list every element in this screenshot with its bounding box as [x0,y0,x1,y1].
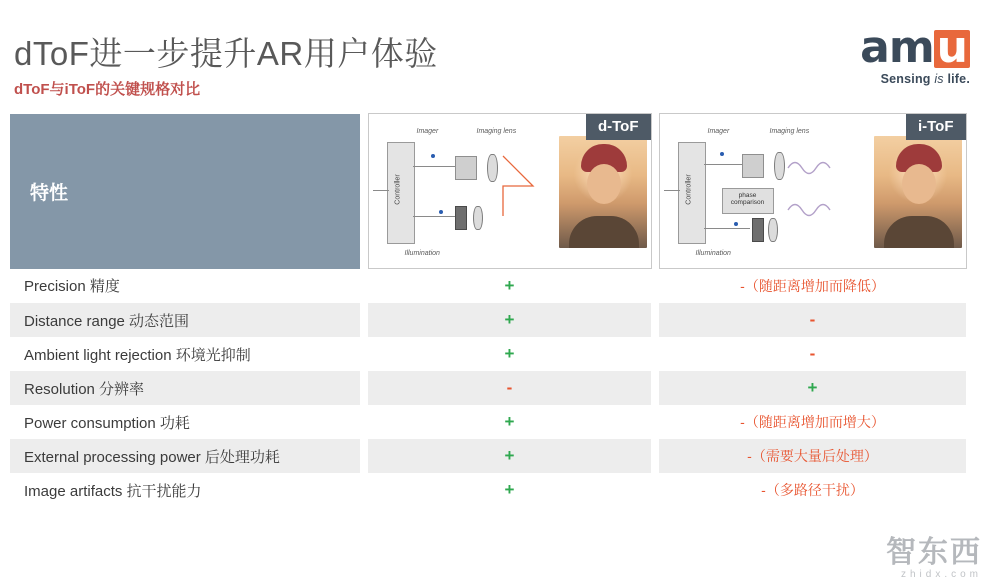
row-dtof-value: + [504,344,515,363]
photo-face [587,164,621,204]
itof-imager-label: Imager [707,128,730,135]
table-row [10,269,966,304]
itof-sensor-box [742,154,764,178]
row-sep-2 [651,405,659,439]
dtof-badge: d-ToF [586,114,651,140]
itof-phase-box: phase comparison [722,188,774,214]
dtof-illumination-label: Illumination [404,250,440,257]
dtof-imager-label: Imager [416,128,439,135]
row-dtof-value: + [504,446,515,465]
dtof-emitter-lens [473,206,483,230]
comparison-table [10,113,967,507]
row-feature: Resolution 分辨率 [10,371,360,405]
dtof-lens-label: Imaging lens [476,128,517,135]
dtof-pulse-shape [499,150,559,230]
table-row [10,473,966,507]
dtof-line-3 [373,190,389,191]
row-itof-value: - [809,310,816,329]
table-header-row [10,114,966,269]
row-feature: Ambient light rejection 环境光抑制 [10,337,360,371]
itof-header-cell [659,114,966,269]
row-dtof-value: + [504,480,515,499]
logo-tagline [840,72,970,86]
row-dtof-value: + [504,412,515,431]
table-row [10,303,966,337]
itof-dot-2 [734,222,738,226]
row-sep [360,405,368,439]
row-sep [360,337,368,371]
row-sep-2 [651,337,659,371]
ams-logo [840,22,970,86]
row-sep [360,371,368,405]
row-feature: Power consumption 功耗 [10,405,360,439]
dtof-line-2 [413,216,455,217]
itof-line-3 [664,190,680,191]
itof-emitter-box [752,218,764,242]
dtof-line-1 [413,166,455,167]
row-sep-2 [651,473,659,507]
itof-line-2 [704,228,750,229]
row-dtof-value: - [506,378,513,397]
row-itof-value: -（多路径干扰） [761,482,864,498]
row-sep-2 [651,269,659,304]
dtof-sensor-box [455,156,477,180]
logo-wordmark [840,22,970,73]
row-feature: Image artifacts 抗干扰能力 [10,473,360,507]
row-sep [360,269,368,304]
row-itof-value: -（随距离增加而降低） [740,278,885,294]
row-sep-2 [651,439,659,473]
itof-badge: i-ToF [906,114,966,140]
watermark-main: 智东西 [886,536,982,569]
feature-header-cell: 特性 [10,114,360,269]
watermark-sub: zhidx.com [900,569,982,580]
itof-scene-photo [874,136,962,248]
logo-tagline-bold: Sensing [880,72,931,86]
header-spacer-2 [651,114,659,269]
dtof-header-cell [368,114,651,269]
dtof-dot-2 [439,210,443,214]
logo-tagline-end: life. [947,72,970,86]
row-itof-value: -（需要大量后处理） [747,448,878,464]
itof-lens-element [774,152,785,180]
logo-tagline-italic: is [934,72,944,86]
row-dtof-value: + [504,310,515,329]
table-row [10,439,966,473]
page-title: dToF进一步提升AR用户体验 [14,35,438,72]
table-row [10,405,966,439]
itof-controller-label: Controller [685,174,692,205]
row-itof-value: - [809,344,816,363]
row-sep [360,439,368,473]
page-subtitle: dToF与iToF的关键规格对比 [14,81,201,98]
table-row [10,337,966,371]
dtof-lens-element [487,154,498,182]
logo-word-accent: u [934,30,970,68]
header-spacer [360,114,368,269]
dtof-scene-photo [559,136,647,248]
dtof-controller-label: Controller [394,174,401,205]
row-sep-2 [651,371,659,405]
row-dtof-value: + [504,276,515,295]
photo-body [569,216,639,248]
itof-dot-1 [720,152,724,156]
row-itof-value: + [807,378,818,397]
row-itof-value: -（随距离增加而增大） [740,414,885,430]
itof-line-1 [704,164,742,165]
row-feature: Precision 精度 [10,269,360,304]
watermark [886,527,982,580]
photo-face-2 [902,164,936,204]
row-feature: External processing power 后处理功耗 [10,439,360,473]
dtof-dot-1 [431,154,435,158]
logo-word-main: am [860,22,934,73]
itof-wave-shape [786,154,842,224]
row-sep [360,473,368,507]
dtof-emitter-box [455,206,467,230]
row-sep-2 [651,303,659,337]
table-row [10,371,966,405]
row-sep [360,303,368,337]
row-feature: Distance range 动态范围 [10,303,360,337]
photo-body-2 [884,216,954,248]
itof-lens-label: Imaging lens [769,128,810,135]
itof-illumination-label: Illumination [695,250,731,257]
itof-emitter-lens [768,218,778,242]
